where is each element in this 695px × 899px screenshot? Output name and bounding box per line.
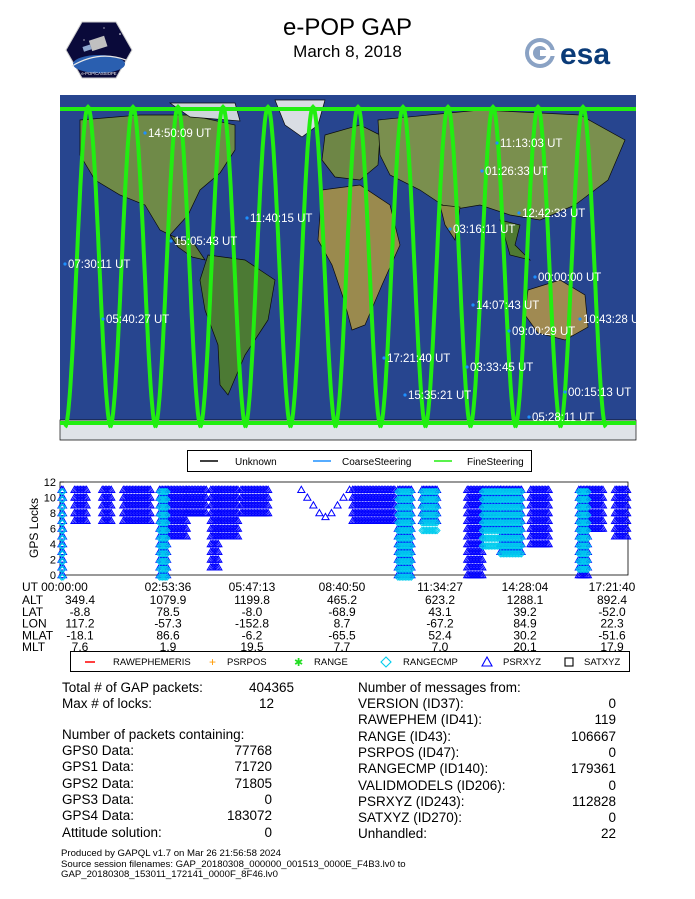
ephem-value: 1079.9	[149, 593, 187, 607]
psrxyz-marker	[340, 494, 347, 500]
legend-range-label: RANGE	[314, 657, 348, 668]
y-tick-label: 4	[49, 539, 56, 551]
legend-coarse-label: CoarseSteering	[342, 457, 412, 468]
orbit-time-marker	[465, 365, 468, 368]
x-tick-label: 08:40:50	[318, 580, 366, 594]
svg-text:e-POP/CASSIOPE: e-POP/CASSIOPE	[81, 71, 117, 76]
orbit-time-label: 15:35:21 UT	[408, 390, 472, 402]
ephem-value: 117.2	[65, 616, 95, 631]
ephem-value: -8.8	[69, 604, 91, 619]
legend-rawephemeris-label: RAWEPHEMERIS	[113, 657, 191, 668]
x-tick-label: UT 00:00:00	[22, 580, 88, 594]
orbit-time-marker	[527, 415, 530, 418]
gps-data-label: GPS0 Data:	[62, 743, 135, 758]
orbit-time-label: 12:42:33 UT	[522, 208, 586, 220]
total-packets-value: 404365	[248, 680, 294, 695]
orbit-time-label: 00:15:13 UT	[568, 387, 632, 399]
ephem-value: -57.3	[154, 616, 182, 631]
legend-psrpos-label: PSRPOS	[227, 657, 267, 668]
message-count-value: 119	[594, 712, 616, 728]
orbit-time-marker	[517, 211, 520, 214]
orbit-time-label: 14:07:43 UT	[476, 300, 540, 312]
ephem-value: 86.6	[156, 628, 180, 643]
legend-psrpos-marker: +	[209, 655, 217, 669]
orbit-time-marker	[143, 131, 146, 134]
orbit-time-label: 07:30:11 UT	[68, 259, 131, 271]
x-tick-label: 14:28:04	[501, 580, 549, 594]
ephem-value: -18.1	[66, 628, 94, 643]
max-locks-value: 12	[258, 696, 274, 711]
message-count-value: 0	[608, 696, 616, 711]
page-date: March 8, 2018	[293, 42, 402, 61]
legend-fine-label: FineSteering	[467, 457, 524, 468]
orbit-time-marker	[403, 393, 406, 396]
ephem-value: 1199.8	[234, 593, 270, 607]
footer-source-files-cont: GAP_20180308_153011_172141_0000F_8F46.lv0	[61, 869, 278, 880]
ephem-value: 349.4	[64, 593, 96, 607]
psrxyz-marker	[298, 486, 305, 492]
orbit-time-label: 09:00:29 UT	[512, 326, 576, 338]
ephem-value: 43.1	[428, 604, 452, 619]
ephem-row-label: MLT	[22, 640, 46, 655]
orbit-time-marker	[382, 356, 385, 359]
orbit-time-label: 17:21:40 UT	[387, 353, 451, 365]
gps-data-value: 0	[264, 824, 272, 840]
legend-range-marker: ✱	[294, 657, 304, 669]
gps-data-label: GPS3 Data:	[62, 791, 135, 807]
message-count-label: VALIDMODELS (ID206):	[358, 777, 506, 793]
ephem-value: 465.2	[326, 593, 358, 607]
message-count-label: PSRPOS (ID47):	[358, 744, 460, 760]
ephem-value: -52.0	[598, 604, 626, 619]
message-count-label: Unhandled:	[358, 826, 428, 842]
footer-info	[61, 849, 406, 881]
orbit-time-marker	[495, 141, 498, 144]
ephem-value: 30.2	[513, 628, 537, 643]
ephem-row-label: ALT	[22, 593, 44, 607]
x-tick-label: 02:53:36	[144, 580, 192, 594]
ephem-value: 7.0	[431, 640, 449, 655]
world-map	[60, 95, 647, 440]
y-tick-label: 12	[43, 477, 56, 489]
orbit-time-label: 03:16:11 UT	[453, 224, 516, 236]
gps-locks-chart	[20, 476, 640, 580]
orbit-time-marker	[480, 169, 483, 172]
gps-data-label: GPS4 Data:	[62, 808, 135, 824]
gps-lock-markers	[58, 486, 631, 580]
gps-data-value: 71805	[234, 775, 272, 791]
psrxyz-marker	[334, 502, 341, 508]
gps-data-value: 77768	[234, 743, 272, 758]
ephem-value: 22.3	[600, 616, 624, 631]
psrxyz-marker	[304, 494, 311, 500]
legend-psrxyz-marker	[482, 657, 492, 666]
ephem-value: 892.4	[596, 593, 628, 607]
orbit-time-label: 01:26:33 UT	[485, 166, 549, 178]
orbit-legend	[187, 450, 532, 472]
psrxyz-marker	[322, 513, 329, 519]
ephem-value: 623.2	[424, 593, 456, 607]
message-count-value: 179361	[570, 761, 616, 777]
message-count-value: 0	[608, 810, 616, 826]
y-axis-label: GPS Locks	[27, 497, 41, 559]
ephem-value: 1288.1	[506, 593, 544, 607]
x-tick-label: 11:34:27	[417, 580, 463, 594]
message-count-value: 112828	[571, 793, 616, 809]
orbit-time-marker	[169, 239, 172, 242]
orbit-time-marker	[578, 317, 581, 320]
orbit-time-marker	[245, 216, 248, 219]
ephem-value: 84.9	[513, 616, 537, 631]
ephem-value: -65.5	[328, 628, 356, 643]
ephemeris-table	[20, 578, 660, 655]
ephem-value: 7.6	[71, 640, 89, 655]
message-count-label: RAWEPHEM (ID41):	[358, 712, 483, 728]
ephem-value: 20.1	[513, 640, 537, 655]
ephem-value: 7.7	[333, 640, 351, 655]
ephem-value: -152.8	[234, 616, 270, 631]
orbit-time-label: 00:00:00 UT	[538, 272, 602, 284]
max-locks-label: Max # of locks:	[62, 696, 153, 711]
psrxyz-marker	[328, 510, 335, 516]
orbit-time-marker	[507, 329, 510, 332]
ephem-row-label: MLAT	[22, 628, 54, 643]
orbit-time-label: 11:40:15 UT	[250, 213, 313, 225]
total-packets-label: Total # of GAP packets:	[62, 680, 203, 695]
ephem-value: 17.9	[600, 640, 624, 655]
legend-psrxyz-label: PSRXYZ	[503, 657, 542, 668]
ephem-value: 78.5	[156, 604, 180, 619]
orbit-time-marker	[63, 262, 66, 265]
gps-data-value: 183072	[226, 808, 272, 824]
ephem-value: -6.2	[241, 628, 263, 643]
orbit-time-label: 15:05:43 UT	[174, 236, 238, 248]
ephem-value: -8.0	[241, 604, 263, 619]
svg-text:esa: esa	[560, 38, 611, 71]
orbit-time-label: 10:43:28 UT	[583, 314, 647, 326]
message-count-value: 0	[608, 744, 616, 760]
orbit-time-label: 11:13:03 UT	[500, 138, 563, 150]
packets-containing-label: Number of packets containing:	[62, 727, 245, 742]
legend-rangecmp-marker	[381, 657, 391, 667]
orbit-time-marker	[471, 303, 474, 306]
messages-from-label: Number of messages from:	[358, 680, 521, 695]
orbit-time-marker	[533, 275, 536, 278]
y-tick-label: 6	[49, 523, 56, 536]
ephem-value: -68.9	[328, 604, 356, 619]
message-count-value: 22	[600, 826, 616, 842]
gps-data-value: 71720	[234, 759, 272, 775]
message-count-label: RANGE (ID43):	[358, 728, 452, 744]
ephem-value: 52.4	[428, 628, 452, 643]
y-tick-label: 8	[49, 508, 56, 520]
footer-produced-by: Produced by GAPQL v1.7 on Mar 26 21:56:58 2024	[61, 848, 281, 859]
x-tick-label: 05:47:13	[228, 580, 276, 594]
orbit-time-marker	[563, 390, 566, 393]
page-title: e-POP GAP	[283, 14, 412, 41]
orbit-time-label: 14:50:09 UT	[148, 128, 212, 140]
orbit-time-marker	[101, 317, 104, 320]
legend-unknown-label: Unknown	[235, 457, 277, 468]
gps-data-label: GPS1 Data:	[62, 759, 135, 775]
legend-satxyz-marker	[565, 658, 573, 666]
x-tick-label: 17:21:40	[588, 580, 636, 594]
orbit-time-label: 03:33:45 UT	[470, 362, 534, 374]
legend-satxyz-label: SATXYZ	[584, 657, 621, 668]
ephem-value: 39.2	[513, 604, 537, 619]
orbit-time-label: 05:40:27 UT	[106, 314, 170, 326]
message-count-label: RANGECMP (ID140):	[358, 761, 489, 777]
epop-mission-logo	[64, 20, 134, 80]
message-count-value: 0	[608, 777, 616, 793]
y-tick-label: 0	[49, 570, 56, 582]
esa-logo	[524, 36, 634, 75]
footer-source-files: Source session filenames: GAP_20180308_000000_001513_0000E_F4B3.lv0 to	[61, 858, 406, 870]
message-count-value: 106667	[570, 728, 616, 744]
message-count-label: SATXYZ (ID270):	[358, 810, 463, 826]
message-count-label: PSRXYZ (ID243):	[358, 793, 465, 809]
psrxyz-marker	[310, 502, 317, 508]
ephem-value: 19.5	[240, 640, 264, 655]
gps-data-value: 0	[264, 791, 272, 807]
y-tick-label: 10	[43, 492, 56, 505]
ephem-value: 1.9	[159, 640, 177, 655]
ephem-value: 8.7	[333, 616, 351, 631]
message-count-label: VERSION (ID37):	[358, 696, 464, 711]
ephem-value: -51.6	[598, 628, 626, 643]
psrxyz-marker	[316, 510, 323, 516]
gps-data-label: Attitude solution:	[62, 824, 162, 840]
orbit-time-label: 05:28:11 UT	[532, 412, 595, 424]
message-legend	[70, 651, 630, 672]
legend-rangecmp-label: RANGECMP	[403, 657, 458, 668]
gps-data-label: GPS2 Data:	[62, 775, 135, 791]
ephem-value: -67.2	[426, 616, 454, 631]
ephem-row-label: LAT	[22, 604, 44, 619]
y-tick-label: 2	[49, 554, 56, 567]
ephem-row-label: LON	[22, 616, 47, 631]
orbit-time-marker	[448, 227, 451, 230]
